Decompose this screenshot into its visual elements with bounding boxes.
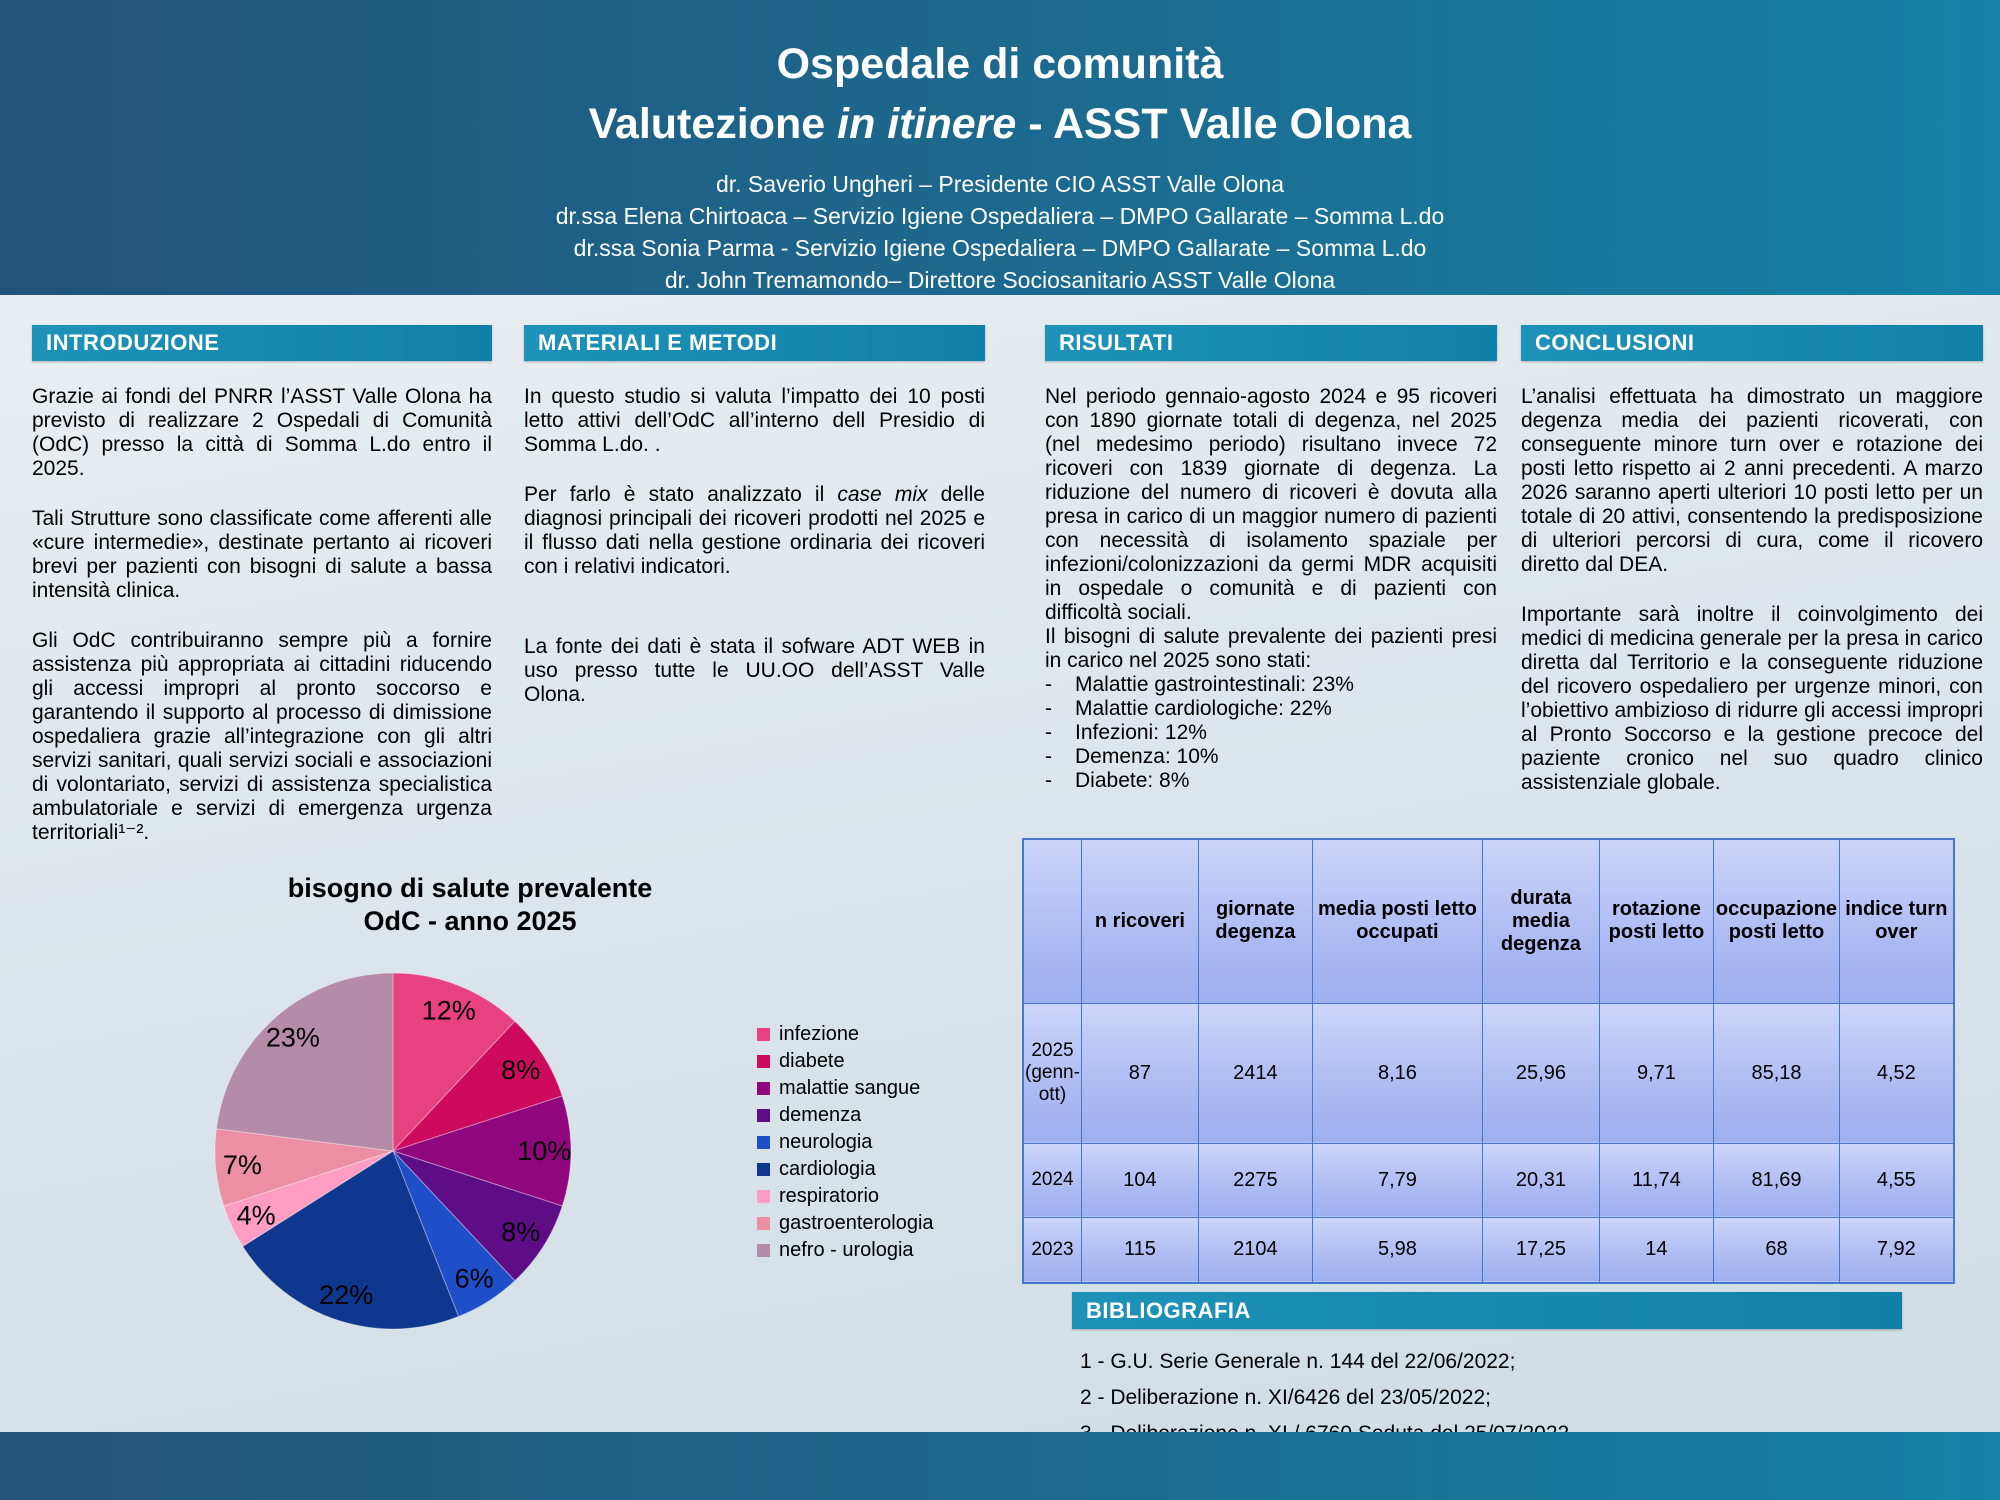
section-header-conclusioni: CONCLUSIONI: [1521, 325, 1983, 361]
legend-item: [757, 1078, 934, 1098]
legend-label: diabete: [779, 1050, 845, 1072]
pie-slice-percent-label: 22%: [319, 1279, 374, 1310]
section-header-introduzione: INTRODUZIONE: [32, 325, 492, 361]
list-dash: -: [1045, 697, 1052, 720]
title-line2-italic: in itinere: [837, 100, 1017, 148]
intro-paragraph-3: Gli OdC contribuiranno sempre più a fornire assistenza più appropriata ai cittadini riducendo gli accessi impropri al pronto soccorso e garantendo il supporto al processo di dimissione ospedaliera grazie all’integrazione con gli altri servizi sanitari, quali servizi sociali e associazioni di volontariato, servizi di assistenza specialistica ambulatoriale e servizi di emergenza urgenza territoriali¹⁻².: [32, 629, 492, 844]
table-cell: 115: [1081, 1217, 1198, 1283]
table-header-occupazione: occupazione posti letto: [1713, 839, 1839, 1003]
table-header-durata-media: durata media degenza: [1482, 839, 1599, 1003]
section-materiali-e-metodi: [524, 325, 985, 707]
table-cell: 11,74: [1599, 1143, 1713, 1217]
pie-slice-percent-label: 4%: [236, 1200, 276, 1231]
table-cell: 85,18: [1713, 1003, 1839, 1143]
poster-title-line1: Ospedale di comunità: [776, 40, 1224, 88]
results-list-item-label: Malattie gastrointestinali: 23%: [1075, 673, 1354, 696]
pie-slice-percent-label: 8%: [501, 1217, 541, 1248]
section-header-bibliografia: BIBLIOGRAFIA: [1072, 1292, 1902, 1329]
legend-label: respiratorio: [779, 1185, 880, 1207]
legend-label: nefro - urologia: [779, 1239, 914, 1261]
methods-paragraph-2: [524, 483, 985, 579]
results-list-item: [1045, 721, 1497, 745]
legend-swatch-demenza: [757, 1109, 770, 1122]
methods-p2-italic: case mix: [837, 483, 928, 506]
results-list-item: [1045, 769, 1497, 793]
legend-swatch-malattie-sangue: [757, 1082, 770, 1095]
section-header-materiali: MATERIALI E METODI: [524, 325, 985, 361]
author-line: dr. Saverio Ungheri – Presidente CIO ASST Valle Olona: [715, 171, 1285, 197]
results-paragraph-2: Il bisogni di salute prevalente dei pazienti presi in carico nel 2025 sono stati:: [1045, 625, 1497, 672]
results-list-item: [1045, 745, 1497, 769]
table-header-empty: [1023, 839, 1081, 1003]
poster-title-line2: [0, 100, 2000, 148]
kpi-table-wrap: [1022, 838, 1955, 1284]
pie-slice-percent-label: 8%: [501, 1054, 541, 1085]
pie-slice-percent-label: 6%: [454, 1263, 494, 1294]
pie-chart-title: [240, 872, 700, 938]
pie-slice-percent-label: 12%: [421, 995, 476, 1026]
pie-slice-percent-label: 23%: [265, 1022, 320, 1053]
conclusions-paragraph-2: Importante sarà inoltre il coinvolgimento dei medici di medicina generale per la presa in carico diretta dal Territorio e la conseguente riduzione del ricovero ospedaliero per urgenze minori, con l’obiettivo ambizioso di ridurre gli accessi impropri al Pronto Soccorso e la gestione precoce del paziente cronico nel suo quadro clinico assistenziale globale.: [1521, 603, 1983, 794]
legend-label: demenza: [779, 1104, 862, 1126]
row-label-2023: 2023: [1023, 1217, 1081, 1283]
methods-p2-pre: Per farlo è stato analizzato il: [524, 483, 838, 506]
table-cell: 5,98: [1312, 1217, 1482, 1283]
author-line: dr. John Tremamondo– Direttore Sociosanitario ASST Valle Olona: [664, 267, 1336, 293]
table-cell: 4,52: [1840, 1003, 1954, 1143]
table-cell: 81,69: [1713, 1143, 1839, 1217]
legend-swatch-gastroenterologia: [757, 1217, 770, 1230]
legend-label: infezione: [779, 1023, 860, 1045]
results-list-item-label: Diabete: 8%: [1075, 769, 1190, 792]
table-cell: 8,16: [1312, 1003, 1482, 1143]
results-list-item-label: Malattie cardiologiche: 22%: [1075, 697, 1332, 720]
table-row: [1023, 1003, 1954, 1143]
list-dash: -: [1045, 769, 1052, 792]
table-cell: 14: [1599, 1217, 1713, 1283]
results-list-item-label: Demenza: 10%: [1075, 745, 1219, 768]
results-list-item: [1045, 697, 1497, 721]
legend-swatch-diabete: [757, 1055, 770, 1068]
list-dash: -: [1045, 745, 1052, 768]
table-cell: 2414: [1198, 1003, 1312, 1143]
table-header-row: [1023, 839, 1954, 1003]
legend-item: [757, 1051, 934, 1071]
legend-item: [757, 1024, 934, 1044]
pie-slice-percent-label: 10%: [517, 1136, 572, 1166]
pie-chart-title-line2: OdC - anno 2025: [363, 906, 577, 936]
table-cell: 68: [1713, 1217, 1839, 1283]
legend-swatch-neurologia: [757, 1136, 770, 1149]
pie-chart-legend: [757, 1024, 934, 1267]
methods-paragraph-3: La fonte dei dati è stata il sofware ADT WEB in uso presso tutte le UU.OO dell’ASST Valle Olona.: [524, 635, 985, 706]
pie-chart-title-line1: bisogno di salute prevalente: [287, 873, 653, 903]
table-header-media-posti-letto: media posti letto occupati: [1312, 839, 1482, 1003]
title-line2-post: - ASST Valle Olona: [1016, 100, 1412, 148]
title-line2-pre: Valutezione: [588, 100, 838, 148]
table-cell: 7,92: [1840, 1217, 1954, 1283]
legend-label: malattie sangue: [779, 1077, 921, 1099]
section-header-risultati: RISULTATI: [1045, 325, 1497, 361]
list-dash: -: [1045, 673, 1052, 696]
bibliografia-ref: 1 - G.U. Serie Generale n. 144 del 22/06/2022;: [1080, 1350, 1516, 1373]
legend-item: [757, 1159, 934, 1179]
table-cell: 20,31: [1482, 1143, 1599, 1217]
table-header-indice-turnover: indice turn over: [1840, 839, 1954, 1003]
authors-block: [0, 168, 2000, 296]
legend-item: [757, 1105, 934, 1125]
legend-item: [757, 1213, 934, 1233]
legend-label: neurologia: [779, 1131, 873, 1153]
section-risultati: [1045, 325, 1497, 793]
table-header-rotazione: rotazione posti letto: [1599, 839, 1713, 1003]
table-cell: 9,71: [1599, 1003, 1713, 1143]
table-cell: 2104: [1198, 1217, 1312, 1283]
results-list: [1045, 673, 1497, 793]
author-line: dr.ssa Elena Chirtoaca – Servizio Igiene Ospedaliera – DMPO Gallarate – Somma L.do: [555, 203, 1445, 229]
table-row: [1023, 1143, 1954, 1217]
pie-slice-nefro---urologia: [216, 973, 393, 1151]
methods-paragraph-1: In questo studio si valuta l’impatto dei 10 posti letto attivi dell’OdC all’interno dell Presidio di Somma L.do. .: [524, 385, 985, 456]
table-cell: 2275: [1198, 1143, 1312, 1217]
section-introduzione: [32, 325, 492, 845]
legend-swatch-infezione: [757, 1028, 770, 1041]
legend-swatch-cardiologia: [757, 1163, 770, 1176]
results-paragraph-1: Nel periodo gennaio-agosto 2024 e 95 ricoveri con 1890 giornate totali di degenza, nel 2025 (nel medesimo periodo) risultano invece 72 ricoveri con 1839 giornate di degenza. La riduzione del numero di ricoveri è dovuta alla presa in carico di un maggior numero di pazienti con necessità di isolamento spaziale per infezioni/colonizzazioni da germi MDR acquisiti in ospedale o comunità e di pazienti con difficoltà sociali.: [1045, 385, 1497, 624]
intro-paragraph-1: Grazie ai fondi del PNRR l’ASST Valle Olona ha previsto di realizzare 2 Ospedali di Comunità (OdC) presso la città di Somma L.do entro il 2025.: [32, 385, 492, 480]
list-dash: -: [1045, 721, 1052, 744]
legend-swatch-nefro-urologia: [757, 1244, 770, 1257]
pie-chart: [193, 951, 593, 1351]
table-header-n-ricoveri: n ricoveri: [1081, 839, 1198, 1003]
legend-item: [757, 1132, 934, 1152]
methods-p2-post: delle diagnosi principali dei ricoveri prodotti nel 2025 e il flusso dati nella gestione ordinaria dei ricoveri con i relativi indicatori.: [524, 483, 985, 578]
row-label-2025: 2025 (genn-ott): [1023, 1003, 1081, 1143]
legend-swatch-respiratorio: [757, 1190, 770, 1203]
pie-slice-percent-label: 7%: [222, 1150, 262, 1181]
table-cell: 7,79: [1312, 1143, 1482, 1217]
bibliografia-ref: 2 - Deliberazione n. XI/6426 del 23/05/2022;: [1080, 1386, 1491, 1409]
legend-item: [757, 1186, 934, 1206]
table-header-giornate-degenza: giornate degenza: [1198, 839, 1312, 1003]
poster-header: [0, 0, 2000, 295]
legend-item: [757, 1240, 934, 1260]
table-row: [1023, 1217, 1954, 1283]
results-list-item: [1045, 673, 1497, 697]
table-cell: 25,96: [1482, 1003, 1599, 1143]
legend-label: gastroenterologia: [779, 1212, 934, 1234]
table-cell: 17,25: [1482, 1217, 1599, 1283]
footer-bar: [0, 1432, 2000, 1500]
table-cell: 87: [1081, 1003, 1198, 1143]
table-cell: 4,55: [1840, 1143, 1954, 1217]
conclusions-paragraph-1: L’analisi effettuata ha dimostrato un maggiore degenza media dei pazienti ricoverati, con conseguente minore turn over e rotazione dei posti letto rispetto ai 2 anni precedenti. A marzo 2026 saranno aperti ulteriori 10 posti letto per un totale di 20 attivi, consentendo la predisposizione di ulteriori percorsi di cura, come il ricovero diretto dal DEA.: [1521, 385, 1983, 576]
table-cell: 104: [1081, 1143, 1198, 1217]
kpi-table: [1022, 838, 1955, 1284]
results-list-item-label: Infezioni: 12%: [1075, 721, 1207, 744]
section-conclusioni: [1521, 325, 1983, 795]
row-label-2024: 2024: [1023, 1143, 1081, 1217]
legend-label: cardiologia: [779, 1158, 876, 1180]
intro-paragraph-2: Tali Strutture sono classificate come afferenti alle «cure intermedie», destinate pertanto ai ricoveri brevi per pazienti con bisogni di salute a bassa intensità clinica.: [32, 507, 492, 602]
author-line: dr.ssa Sonia Parma - Servizio Igiene Ospedaliera – DMPO Gallarate – Somma L.do: [573, 235, 1427, 261]
